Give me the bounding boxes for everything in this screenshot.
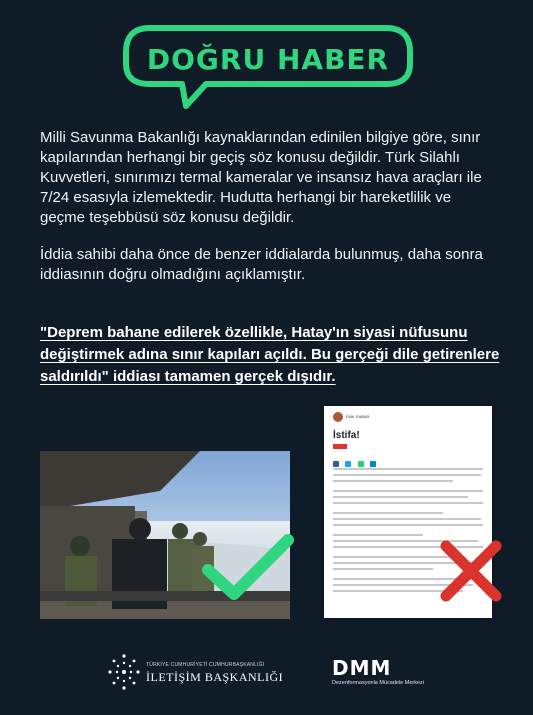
cross-icon — [438, 538, 504, 604]
iletisim-org-line: TÜRKİYE CUMHURİYETİ CUMHURBAŞKANLIĞI — [146, 662, 265, 668]
article-text-line — [333, 524, 483, 526]
article-text-line — [333, 568, 433, 570]
facebook-icon — [333, 461, 339, 467]
paragraph-claimant: İddia sahibi daha önce de benzer iddialarda bulunmuş, daha sonra iddiasının doğru olmadığını açıklamıştır. — [40, 246, 483, 283]
twitter-icon — [345, 461, 351, 467]
dogru-haber-badge — [120, 22, 416, 110]
dmm-logo — [332, 656, 462, 686]
paragraph-msb: Milli Savunma Bakanlığı kaynaklarından edinilen bilgiye göre, sınır kapılarından herhangi bir geçiş söz konusu değildir. Türk Silahlı Kuvvetleri, sınırımızı termal kameralar ve insansız hava araçları ile 7/24 esasıyla izlemektedir. Hudutta herhangi bir hareketlilik ve geçme teşebbüsü söz konusu değildir. — [40, 129, 482, 226]
article-text-line — [333, 490, 483, 492]
article-text-line — [333, 502, 483, 504]
article-author: FAİK SABAR — [346, 414, 370, 419]
iletisim-logo — [108, 652, 284, 692]
iletisim-name: İLETİŞİM BAŞKANLIĞI — [146, 670, 284, 684]
dmm-subtitle: Dezenformasyonla Mücadele Merkezi — [332, 680, 425, 686]
article-text-line — [333, 480, 453, 482]
claim-statement: "Deprem bahane edilerek özellikle, Hatay'ın siyasi nüfusunu değiştirmek adına sınır kapıları açıldı. Bu gerçeği dile getirenlere saldırıldı" iddiası tamamen gerçek dışıdır. — [40, 324, 500, 385]
whatsapp-icon — [358, 461, 364, 467]
article-text-line — [333, 512, 443, 514]
dmm-wordmark: DMM — [332, 656, 392, 680]
article-tag — [333, 444, 347, 449]
article-text-line — [333, 474, 481, 476]
article-text-line — [333, 518, 481, 520]
article-text-line — [333, 534, 423, 536]
article-title: İstifa! — [333, 430, 360, 441]
article-text-line — [333, 496, 468, 498]
telegram-icon — [370, 461, 376, 467]
iletisim-emblem-icon — [108, 652, 140, 692]
check-icon — [200, 532, 296, 604]
badge-label: DOĞRU HABER — [146, 43, 390, 76]
article-text-line — [333, 468, 483, 470]
author-avatar — [333, 412, 343, 422]
explanation-text — [40, 128, 500, 302]
